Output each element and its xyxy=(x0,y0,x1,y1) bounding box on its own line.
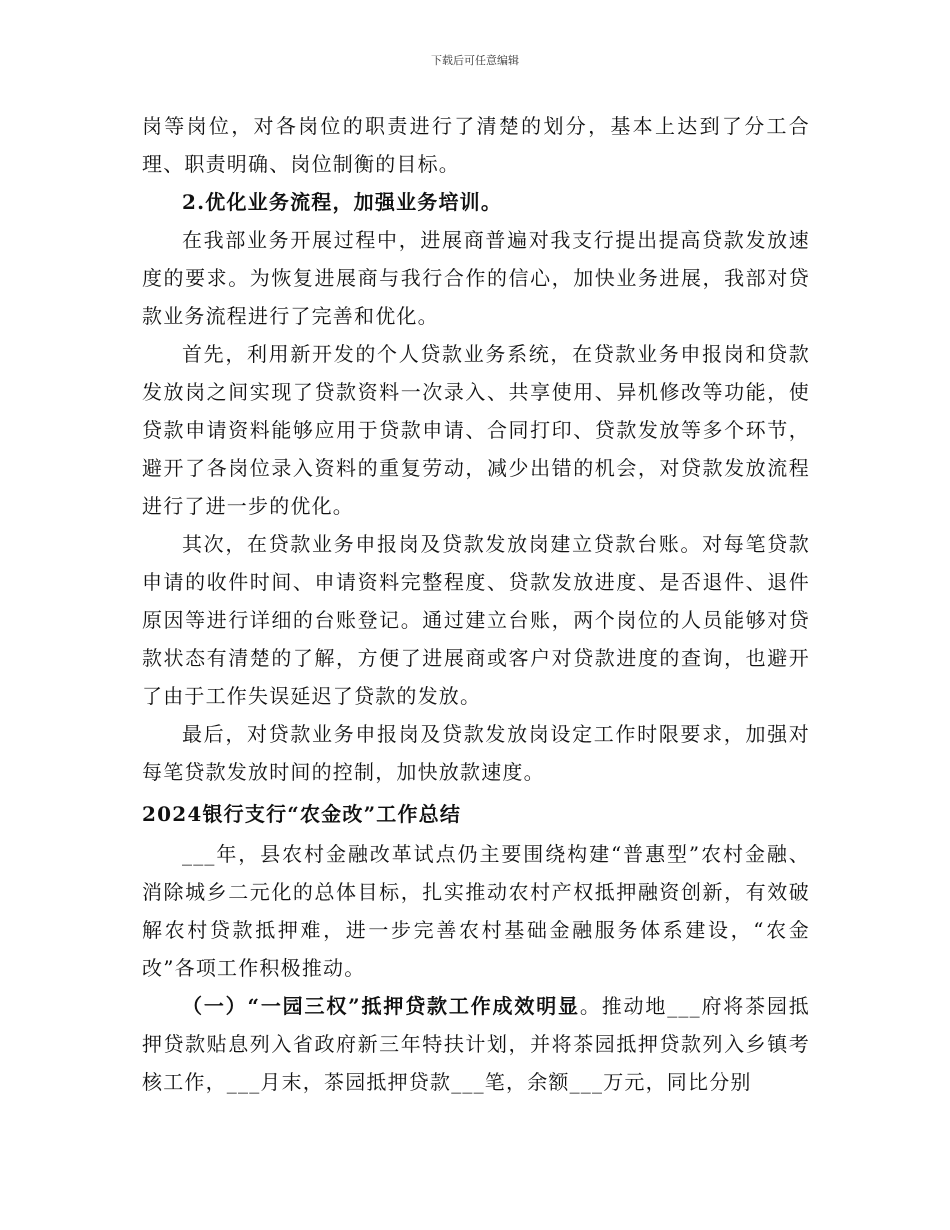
section-heading-2: 2.优化业务流程，加强业务培训。 xyxy=(182,190,503,214)
paragraph-8-heading: （一）“一园三权”抵押贷款工作成效明显 xyxy=(182,994,580,1018)
paragraph-5: 其次，在贷款业务申报岗及贷款发放岗建立贷款台账。对每笔贷款申请的收件时间、申请资料完整程度、贷款发放进度、是否退件、退件原因等进行详细的台账登记。通过建立台账，两个岗位的人员能够对贷款状态有清楚的了解，方便了进展商或客户对贷款进度的查询，也避开了由于工作失误延迟了贷款的发放。 xyxy=(142,532,810,708)
paragraph-3: 在我部业务开展过程中，进展商普遍对我支行提出提高贷款发放速度的要求。为恢复进展商与我行合作的信心，加快业务进展，我部对贷款业务流程进行了完善和优化。 xyxy=(142,228,810,328)
paragraph-6: 最后，对贷款业务申报岗及贷款发放岗设定工作时限要求，加强对每笔贷款发放时间的控制，加快放款速度。 xyxy=(142,722,810,784)
paragraph-4: 首先，利用新开发的个人贷款业务系统，在贷款业务申报岗和贷款发放岗之间实现了贷款资料一次录入、共享使用、异机修改等功能，使贷款申请资料能够应用于贷款申请、合同打印、贷款发放等多个环节，避开了各岗位录入资料的重复劳动，减少出错的机会，对贷款发放流程进行了进一步的优化。 xyxy=(142,342,810,518)
paragraph-1: 岗等岗位，对各岗位的职责进行了清楚的划分，基本上达到了分工合理、职责明确、岗位制衡的目标。 xyxy=(142,114,810,176)
paragraph-8 xyxy=(142,987,810,1101)
document-title: 2024银行支行“农金改”工作总结 xyxy=(142,802,462,826)
page-header: 下载后可任意编辑 xyxy=(431,54,519,67)
paragraph-8-text: 。推动地___府将茶园抵押贷款贴息列入省政府新三年特扶计划，并将茶园抵押贷款列入乡镇考核工作，___月末，茶园抵押贷款___笔，余额___万元，同比分别 xyxy=(142,994,810,1094)
document-body xyxy=(142,107,810,1101)
paragraph-7: ___年，县农村金融改革试点仍主要围绕构建“普惠型”农村金融、消除城乡二元化的总体目标，扎实推动农村产权抵押融资创新，有效破解农村贷款抵押难，进一步完善农村基础金融服务体系建设，“农金改”各项工作积极推动。 xyxy=(142,842,810,980)
